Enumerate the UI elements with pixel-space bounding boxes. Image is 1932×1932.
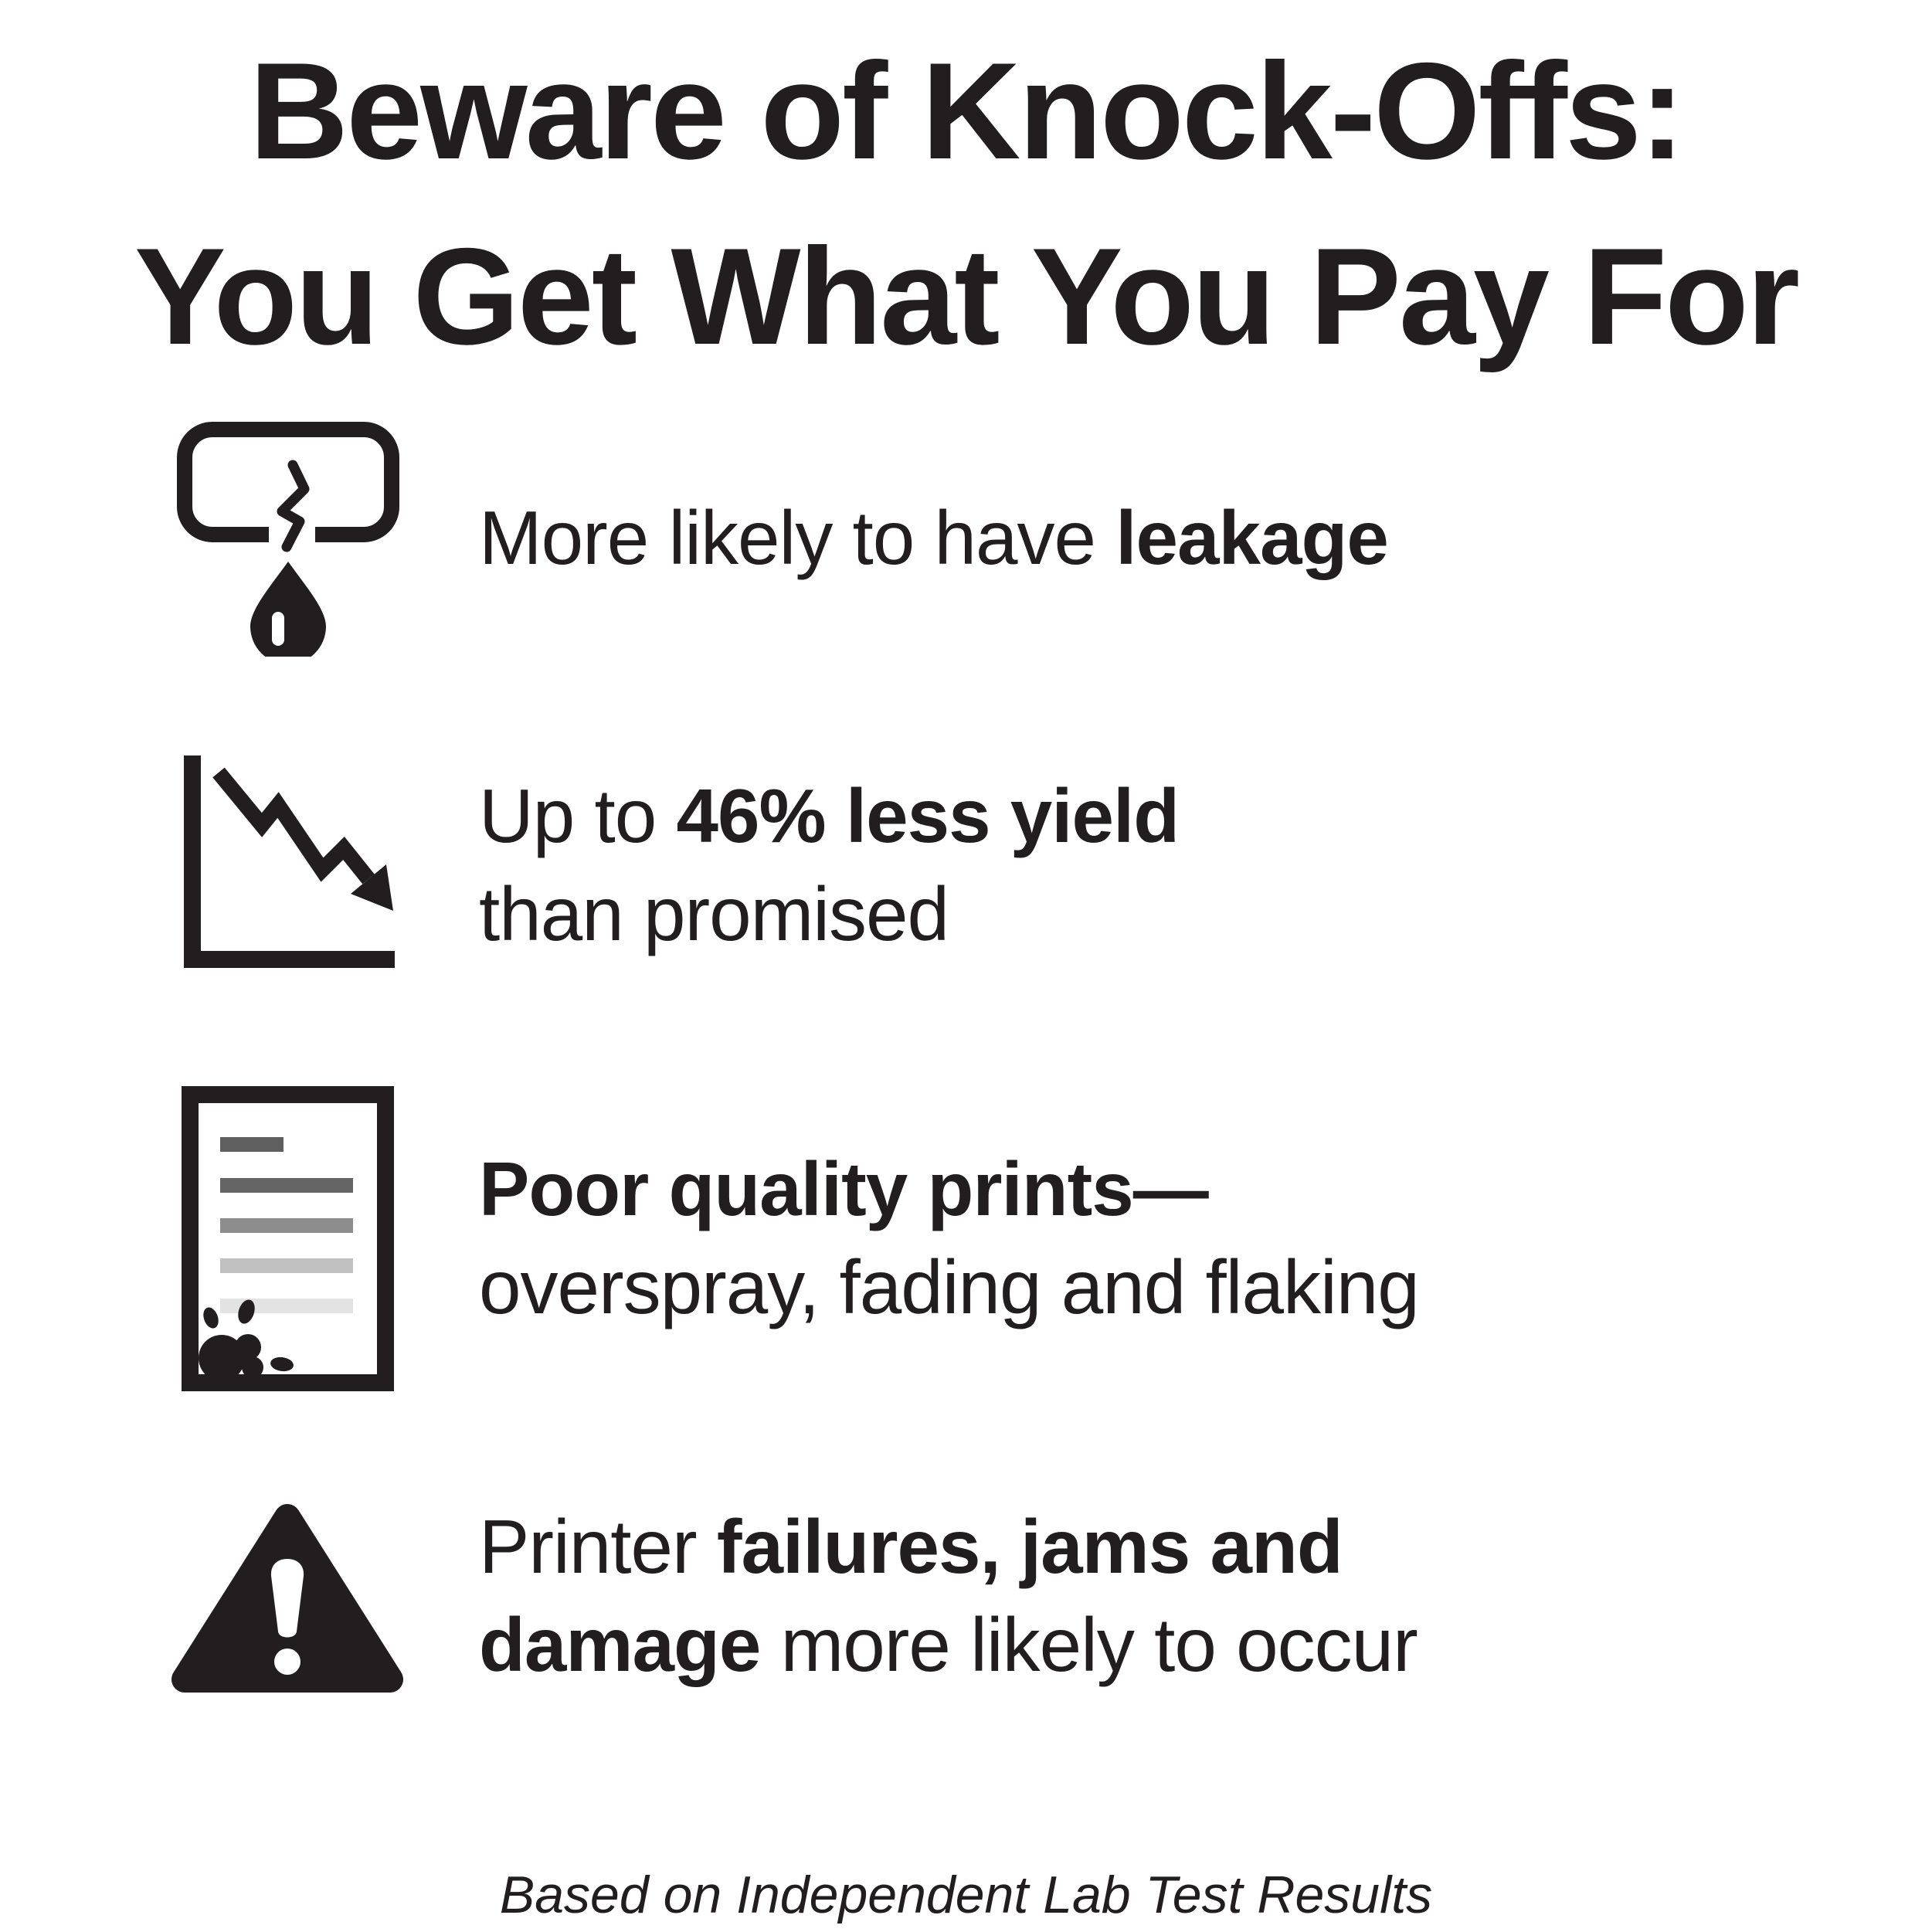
- list-item-printer-failures: [158, 1494, 1932, 1699]
- text-line: [479, 767, 1179, 865]
- text-line: [479, 1140, 1419, 1238]
- list-item-less-yield: [158, 748, 1932, 983]
- declining-yield-chart-icon-svg: [174, 749, 402, 981]
- list-item-leakage: [158, 421, 1932, 657]
- text-regular: Printer: [479, 1503, 717, 1589]
- text-regular: than promised: [479, 871, 949, 957]
- text-regular: overspray, fading and flaking: [479, 1244, 1419, 1330]
- declining-yield-chart-icon: [158, 749, 417, 981]
- doc-line-3: [220, 1218, 353, 1233]
- warning-triangle-icon-svg: [166, 1494, 409, 1699]
- poor-print-document-icon-svg: [182, 1086, 394, 1391]
- text-bold: 46% less yield: [676, 772, 1180, 858]
- list-item-text: [479, 489, 1388, 587]
- text-line: [479, 1238, 1419, 1336]
- text-line: [479, 1498, 1418, 1596]
- list-item-poor-prints: [158, 1086, 1932, 1391]
- leaking-cartridge-icon: [158, 421, 417, 657]
- text-regular: Up to: [479, 772, 677, 858]
- text-bold: leakage: [1115, 495, 1388, 581]
- text-line: [479, 1596, 1418, 1694]
- text-regular: More likely to have: [479, 495, 1116, 581]
- page-title: [0, 19, 1932, 390]
- poor-print-document-icon: [158, 1086, 417, 1391]
- text-regular: more likely to occur: [760, 1602, 1418, 1688]
- text-bold: damage: [479, 1602, 761, 1688]
- text-line: [479, 865, 1179, 963]
- text-bold: failures, jams and: [716, 1503, 1343, 1589]
- text-bold: Poor quality prints—: [479, 1146, 1208, 1231]
- footnote: Based on Independent Lab Test Results: [499, 1865, 1433, 1924]
- list-item-text: [479, 1498, 1418, 1695]
- doc-line-1: [220, 1137, 284, 1152]
- doc-line-2: [220, 1178, 353, 1193]
- warning-triangle-icon: [158, 1494, 417, 1699]
- leaking-cartridge-icon-svg: [176, 421, 400, 657]
- doc-line-4: [220, 1258, 353, 1273]
- text-line: [479, 489, 1388, 587]
- list-item-text: [479, 767, 1179, 964]
- list-item-text: [479, 1140, 1419, 1337]
- title-line-1: Beware of Knock-Offs:: [249, 34, 1683, 188]
- title-line-2: You Get What You Pay For: [134, 219, 1798, 374]
